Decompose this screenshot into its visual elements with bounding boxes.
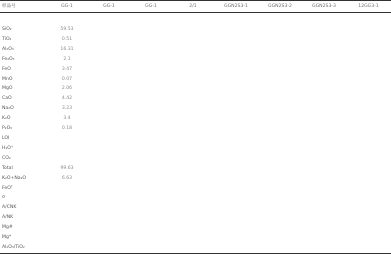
table-cell (88, 45, 130, 55)
table-cell (130, 65, 172, 75)
table-cell (346, 193, 391, 203)
table-cell (130, 94, 172, 104)
table-cell (346, 25, 391, 35)
table-cell (172, 144, 214, 154)
table-cell (302, 65, 346, 75)
table-cell (130, 55, 172, 65)
table-cell (346, 134, 391, 144)
table-cell (88, 164, 130, 174)
table-cell (346, 65, 391, 75)
table-cell (258, 203, 302, 213)
subheader-cell (46, 13, 88, 26)
table-cell (302, 213, 346, 223)
subheader-cell (258, 13, 302, 26)
table-cell (346, 184, 391, 194)
table-row (0, 164, 391, 174)
table-cell (346, 75, 391, 85)
table-cell (258, 104, 302, 114)
table-cell (88, 104, 130, 114)
table-cell (172, 55, 214, 65)
table-cell (214, 55, 258, 65)
table-cell (172, 84, 214, 94)
row-label: SiO₂ (2, 27, 12, 32)
table-cell (130, 193, 172, 203)
table-cell (172, 104, 214, 114)
table-row (0, 45, 391, 55)
table-cell (214, 45, 258, 55)
table-row (0, 35, 391, 45)
table-cell (46, 154, 88, 164)
table-cell (130, 84, 172, 94)
table-cell (258, 134, 302, 144)
table-cell (302, 154, 346, 164)
subheader-cell (0, 13, 46, 26)
row-label: CaO (2, 96, 12, 102)
table-cell (258, 84, 302, 94)
table-cell (214, 84, 258, 94)
row-label: Na₂O (2, 106, 14, 112)
row-label: A/NK (2, 215, 14, 221)
row-label: TiO₂ (2, 36, 12, 42)
table-cell (214, 114, 258, 124)
table-cell (346, 174, 391, 184)
table-cell (130, 114, 172, 124)
table-cell (302, 84, 346, 94)
table-cell (214, 25, 258, 35)
row-label: CO₂ (2, 155, 11, 161)
table-cell (172, 154, 214, 164)
table-cell (214, 104, 258, 114)
table-cell (130, 164, 172, 174)
table-cell (88, 154, 130, 164)
table-cell: 16.31 (60, 46, 74, 52)
table-cell (302, 223, 346, 233)
table-cell: 3.4 (63, 116, 71, 122)
table-cell: 0.51 (61, 36, 73, 42)
table-cell (302, 243, 346, 253)
table-cell (258, 174, 302, 184)
column-header: 样品号 (0, 1, 46, 13)
table-cell (258, 213, 302, 223)
table-cell (302, 164, 346, 174)
table-row (0, 55, 391, 65)
table-cell (214, 203, 258, 213)
table-cell (88, 134, 130, 144)
table-cell (130, 154, 172, 164)
subheader-cell (130, 13, 172, 26)
row-label: Mg* (2, 235, 12, 241)
column-header: 2/1 (172, 1, 214, 13)
table-cell (46, 193, 88, 203)
table-cell (88, 213, 130, 223)
table-cell: 59.53 (60, 27, 74, 32)
table-cell (302, 134, 346, 144)
table-cell (172, 243, 214, 253)
table-cell (88, 174, 130, 184)
table-cell: 2.06 (61, 86, 73, 92)
table-row (0, 223, 391, 233)
table-cell (346, 213, 391, 223)
table-cell (214, 243, 258, 253)
table-cell: 4.42 (61, 96, 73, 102)
table-cell (258, 124, 302, 134)
table-cell (130, 203, 172, 213)
table-cell (88, 55, 130, 65)
table-cell (346, 124, 391, 134)
subheader-cell (88, 13, 130, 26)
table-cell (214, 213, 258, 223)
table-cell (214, 154, 258, 164)
table-cell: 6.63 (61, 175, 73, 181)
table-cell (46, 184, 88, 194)
table-cell (302, 75, 346, 85)
table-cell (214, 75, 258, 85)
row-label: Total (2, 165, 13, 171)
subheader-row (0, 13, 391, 26)
row-label: H₂O⁺ (2, 145, 14, 151)
table-cell (88, 193, 130, 203)
table-cell (130, 223, 172, 233)
table-row (0, 144, 391, 154)
column-header: GG-1 (46, 1, 88, 13)
table-row (0, 134, 391, 144)
table-cell (258, 243, 302, 253)
subheader-cell (172, 13, 214, 26)
column-header: GG-1 (88, 1, 130, 13)
row-label: FeO (2, 66, 11, 72)
table-cell (46, 213, 88, 223)
column-header: GGN2S3-2 (258, 1, 302, 13)
table-cell (214, 223, 258, 233)
table-cell (88, 203, 130, 213)
table-cell (302, 35, 346, 45)
table-cell (88, 223, 130, 233)
table-cell (88, 75, 130, 85)
table-cell: 3.23 (61, 106, 73, 112)
table-cell (88, 94, 130, 104)
subheader-cell (302, 13, 346, 26)
table-cell (258, 164, 302, 174)
table-cell (172, 213, 214, 223)
table-cell (258, 154, 302, 164)
table-cell (88, 25, 130, 35)
table-cell (302, 114, 346, 124)
table-row (0, 203, 391, 213)
table-cell (130, 25, 172, 35)
table-row (0, 114, 391, 124)
table-cell (130, 104, 172, 114)
subheader-cell (214, 13, 258, 26)
table-cell (214, 65, 258, 75)
table-cell (88, 84, 130, 94)
table-cell (88, 233, 130, 243)
row-label: P₂O₅ (2, 126, 13, 132)
header-row (0, 1, 391, 13)
table-cell (172, 75, 214, 85)
table-row (0, 104, 391, 114)
row-label: LOI (2, 135, 10, 141)
row-label: Al₂O₃ (2, 46, 14, 52)
table-cell (258, 65, 302, 75)
table-cell (88, 184, 130, 194)
subheader-cell (346, 13, 391, 26)
table-row (0, 233, 391, 243)
table-cell (346, 223, 391, 233)
table-cell (88, 144, 130, 154)
table-cell (88, 114, 130, 124)
table-cell (130, 75, 172, 85)
table-cell (302, 233, 346, 243)
table-cell (172, 184, 214, 194)
table-cell: 99.63 (60, 165, 74, 171)
table-cell (302, 193, 346, 203)
row-label: Mg# (2, 225, 13, 231)
table-cell (258, 75, 302, 85)
table-cell (214, 144, 258, 154)
table-cell (214, 174, 258, 184)
table-cell (88, 65, 130, 75)
table-cell (302, 104, 346, 114)
table-cell (130, 124, 172, 134)
table-row (0, 94, 391, 104)
table-cell (214, 193, 258, 203)
table-cell (130, 243, 172, 253)
table-cell (46, 243, 88, 253)
table-cell (346, 203, 391, 213)
table-cell (88, 35, 130, 45)
table-cell (214, 94, 258, 104)
table-row (0, 75, 391, 85)
table-cell (46, 134, 88, 144)
table-cell (130, 174, 172, 184)
table-cell (258, 45, 302, 55)
table-row (0, 213, 391, 223)
table-body (0, 13, 391, 254)
table-cell (130, 144, 172, 154)
table-cell (302, 124, 346, 134)
table-row (0, 25, 391, 35)
row-label: MgO (2, 86, 13, 92)
row-label: K₂O (2, 116, 11, 122)
table-cell (214, 164, 258, 174)
table-cell (88, 124, 130, 134)
table-cell (172, 65, 214, 75)
row-label: MnO (2, 76, 13, 82)
table-cell (172, 25, 214, 35)
table-row (0, 184, 391, 194)
row-label: Fe₂O₃ (2, 56, 15, 62)
table-cell (214, 35, 258, 45)
table-cell (302, 94, 346, 104)
table-row (0, 193, 391, 203)
table-cell (302, 203, 346, 213)
row-label: Al₂O₃/TiO₂ (0, 243, 46, 253)
table-cell (302, 25, 346, 35)
table-cell (172, 203, 214, 213)
table-cell (258, 223, 302, 233)
table-cell (130, 233, 172, 243)
row-label: A/CNK (2, 205, 17, 211)
table-cell (302, 45, 346, 55)
column-header: GG-1 (130, 1, 172, 13)
table-cell (130, 184, 172, 194)
table-cell (172, 45, 214, 55)
table-cell: 0.18 (61, 126, 73, 132)
table-cell (258, 25, 302, 35)
table-cell (214, 184, 258, 194)
table-cell: 3.47 (61, 66, 73, 72)
table-cell (172, 134, 214, 144)
column-header: 12GG3-1 (346, 1, 391, 13)
row-label: K₂O+Na₂O (2, 175, 27, 181)
table-cell (346, 84, 391, 94)
table-cell (130, 134, 172, 144)
table-cell (346, 55, 391, 65)
table-row (0, 65, 391, 75)
table-cell (346, 164, 391, 174)
table-cell (88, 243, 130, 253)
table-cell (346, 243, 391, 253)
table-cell (346, 104, 391, 114)
table-cell (302, 174, 346, 184)
table-cell (302, 144, 346, 154)
table-cell (172, 114, 214, 124)
table-cell (172, 124, 214, 134)
table-cell (172, 164, 214, 174)
table-cell (258, 114, 302, 124)
table-cell (258, 94, 302, 104)
table-cell (214, 134, 258, 144)
table-cell (346, 154, 391, 164)
table-row (0, 84, 391, 94)
table-row (0, 243, 391, 253)
table-cell (346, 233, 391, 243)
table-cell (46, 223, 88, 233)
table-cell (130, 45, 172, 55)
column-header: GGN2S3-1 (214, 1, 258, 13)
table-cell (302, 184, 346, 194)
table-cell (172, 35, 214, 45)
table-cell (258, 55, 302, 65)
table-cell: 0.07 (61, 76, 73, 82)
table-cell (130, 35, 172, 45)
table-cell (172, 223, 214, 233)
table-cell (258, 193, 302, 203)
row-label: σ (2, 195, 5, 201)
table-cell: 2.1 (63, 56, 71, 62)
table-cell (46, 233, 88, 243)
table-cell (214, 124, 258, 134)
table-cell (346, 114, 391, 124)
table-cell (258, 184, 302, 194)
table-cell (346, 45, 391, 55)
table-row (0, 154, 391, 164)
table-cell (346, 35, 391, 45)
table-cell (258, 233, 302, 243)
table-cell (258, 144, 302, 154)
table-cell (172, 193, 214, 203)
table-cell (258, 35, 302, 45)
row-label: FeOᵀ (2, 185, 13, 191)
table-cell (46, 144, 88, 154)
table-row (0, 174, 391, 184)
table-cell (172, 233, 214, 243)
table-cell (302, 55, 346, 65)
table-cell (346, 144, 391, 154)
table-cell (172, 94, 214, 104)
table-cell (214, 233, 258, 243)
table-cell (46, 203, 88, 213)
table-cell (172, 174, 214, 184)
table-row (0, 124, 391, 134)
column-header: GGN2S3-3 (302, 1, 346, 13)
table-cell (130, 213, 172, 223)
table-cell (346, 94, 391, 104)
